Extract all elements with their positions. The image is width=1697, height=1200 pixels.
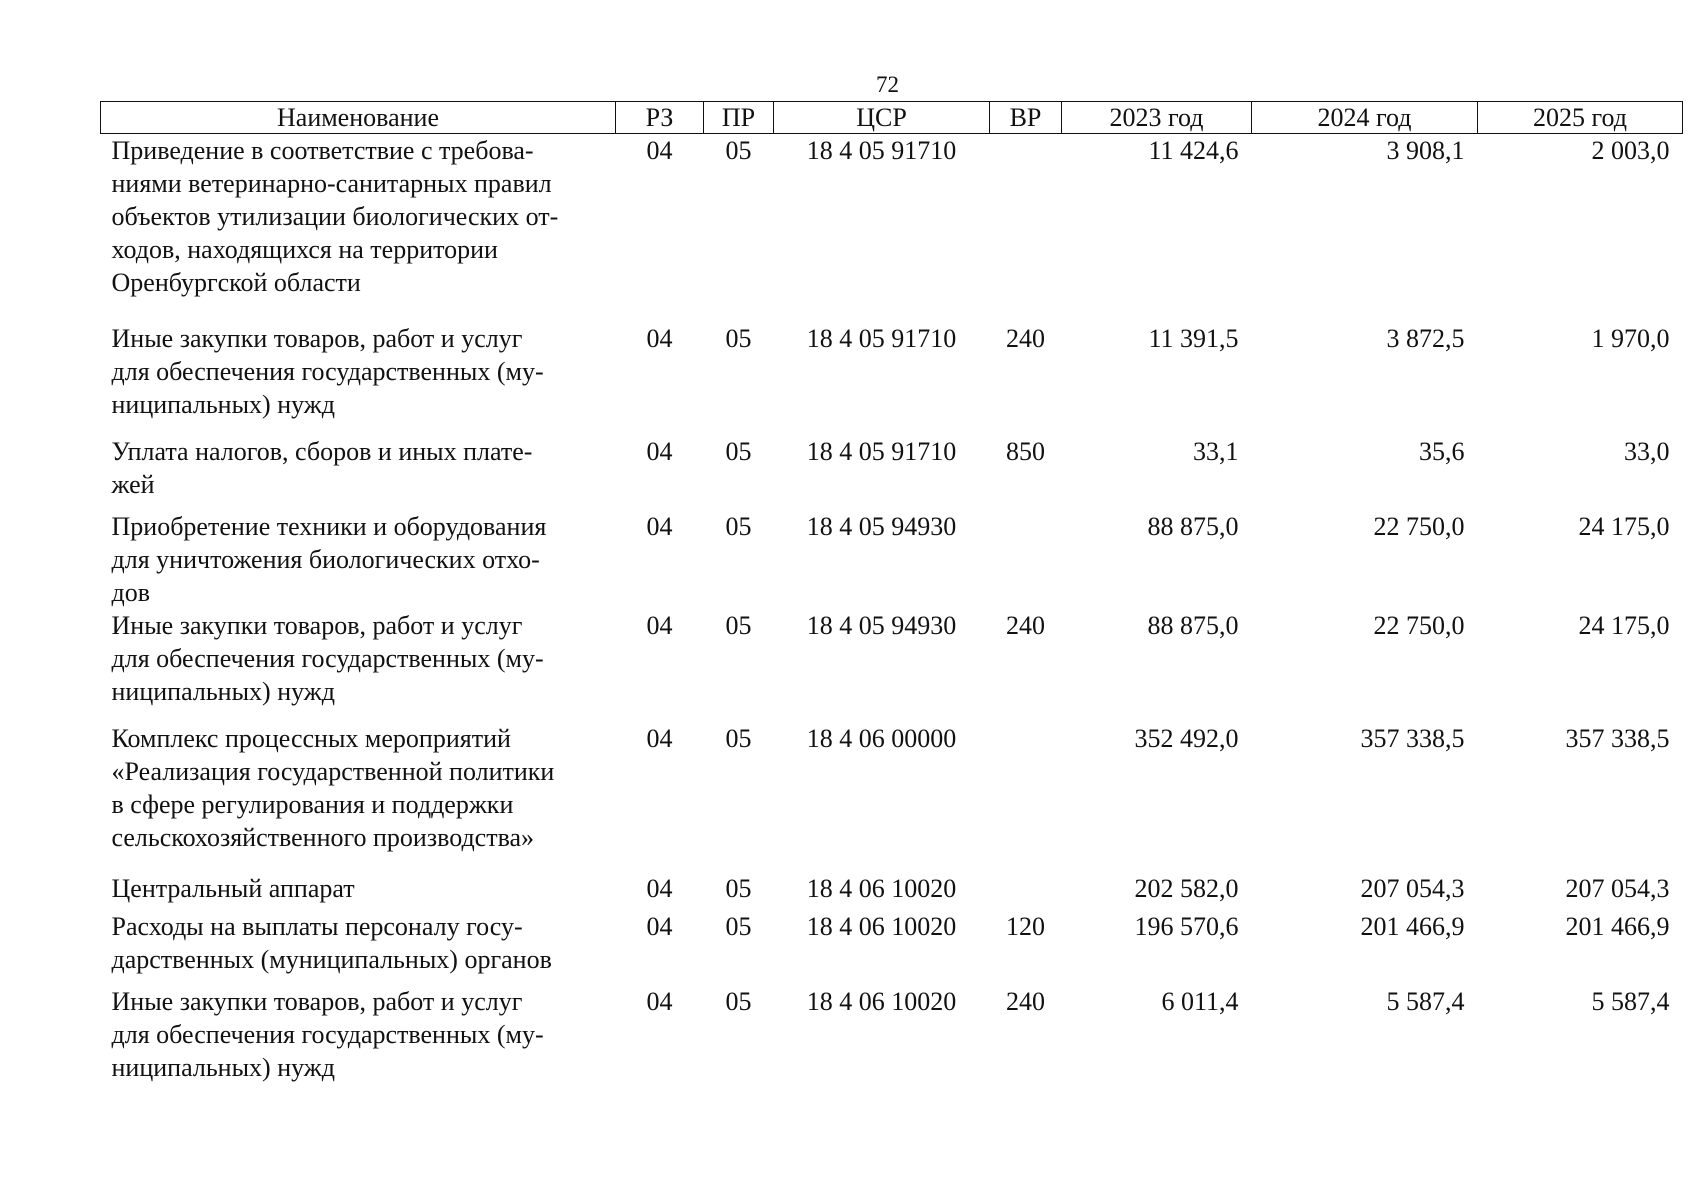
row-2025: 5 587,4 [1591, 987, 1670, 1016]
row-name: Приведение в соответствие с требова- ниями ветеринарно-санитарных правил объектов утилизации биологических от- ходов, находящихся на территории Оренбургской области [111, 136, 559, 297]
row-csr: 18 4 05 91710 [806, 324, 957, 353]
row-2025: 33,0 [1624, 437, 1670, 466]
row-2023: 11 424,6 [1148, 136, 1239, 165]
row-2023: 88 875,0 [1147, 512, 1239, 541]
row-name: Иные закупки товаров, работ и услуг для обеспечения государственных (му- ниципальных) нужд [111, 324, 544, 419]
row-2023: 196 570,6 [1134, 912, 1239, 941]
row-rz: 04 [646, 136, 673, 165]
row-vr [990, 510, 1062, 609]
row-2024: 3 908,1 [1386, 136, 1465, 165]
table-header [101, 102, 1683, 134]
table-body [101, 134, 1683, 1086]
row-vr: 850 [1006, 437, 1045, 466]
row-rz: 04 [646, 874, 673, 903]
header-2023: 2023 год [1062, 102, 1252, 134]
header-row [101, 102, 1683, 134]
row-vr [990, 722, 1062, 872]
row-vr [990, 134, 1062, 323]
row-rz: 04 [646, 724, 673, 753]
row-2024: 22 750,0 [1373, 512, 1465, 541]
row-2024: 22 750,0 [1373, 611, 1465, 640]
row-csr: 18 4 05 94930 [806, 512, 957, 541]
row-pr: 05 [725, 136, 752, 165]
row-name: Расходы на выплаты персоналу госу- дарственных (муниципальных) органов [111, 912, 552, 974]
row-csr: 18 4 05 94930 [806, 611, 957, 640]
row-rz: 04 [646, 512, 673, 541]
table-row [101, 510, 1683, 609]
page-number: 72 [876, 72, 899, 97]
row-2023: 6 011,4 [1161, 987, 1239, 1016]
row-2024: 35,6 [1419, 437, 1465, 466]
row-name: Иные закупки товаров, работ и услуг для обеспечения государственных (му- ниципальных) нужд [111, 611, 544, 706]
row-pr: 05 [725, 912, 752, 941]
budget-table [100, 101, 1683, 1085]
row-rz: 04 [646, 912, 673, 941]
row-pr: 05 [725, 987, 752, 1016]
row-name: Центральный аппарат [111, 874, 355, 903]
table-row [101, 722, 1683, 872]
row-csr: 18 4 06 10020 [806, 987, 957, 1016]
row-pr: 05 [725, 437, 752, 466]
row-2024: 3 872,5 [1386, 324, 1465, 353]
table-row [101, 985, 1683, 1085]
row-2023: 88 875,0 [1147, 611, 1239, 640]
row-pr: 05 [725, 611, 752, 640]
row-csr: 18 4 06 10020 [806, 874, 957, 903]
row-2023: 33,1 [1193, 437, 1239, 466]
row-vr [990, 872, 1062, 910]
row-csr: 18 4 06 00000 [806, 724, 957, 753]
row-rz: 04 [646, 437, 673, 466]
header-2024: 2024 год [1252, 102, 1478, 134]
row-name: Приобретение техники и оборудования для уничтожения биологических отхо- дов [111, 512, 547, 607]
header-csr: ЦСР [774, 102, 990, 134]
row-pr: 05 [725, 724, 752, 753]
row-2023: 352 492,0 [1134, 724, 1239, 753]
row-2024: 5 587,4 [1386, 987, 1465, 1016]
header-2025: 2025 год [1478, 102, 1683, 134]
row-vr: 240 [1006, 611, 1045, 640]
row-2025: 207 054,3 [1565, 874, 1670, 903]
row-name: Иные закупки товаров, работ и услуг для обеспечения государственных (му- ниципальных) нужд [111, 987, 544, 1082]
row-vr: 240 [1006, 324, 1045, 353]
row-2025: 24 175,0 [1578, 611, 1670, 640]
header-vr: ВР [990, 102, 1062, 134]
row-2024: 357 338,5 [1360, 724, 1465, 753]
row-name: Уплата налогов, сборов и иных плате- жей [111, 437, 533, 499]
row-2024: 201 466,9 [1360, 912, 1465, 941]
header-pr: ПР [704, 102, 774, 134]
table-row [101, 322, 1683, 435]
row-2023: 202 582,0 [1134, 874, 1239, 903]
row-2025: 357 338,5 [1565, 724, 1670, 753]
table-row [101, 609, 1683, 722]
row-2025: 24 175,0 [1578, 512, 1670, 541]
row-2024: 207 054,3 [1360, 874, 1465, 903]
row-name: Комплекс процессных мероприятий «Реализация государственной политики в сфере регулирования и поддержки сельскохозяйственного производства» [111, 724, 555, 852]
row-rz: 04 [646, 611, 673, 640]
row-csr: 18 4 05 91710 [806, 136, 957, 165]
row-csr: 18 4 06 10020 [806, 912, 957, 941]
row-vr: 240 [1006, 987, 1045, 1016]
table-row [101, 910, 1683, 985]
row-2023: 11 391,5 [1148, 324, 1239, 353]
row-pr: 05 [725, 512, 752, 541]
row-pr: 05 [725, 874, 752, 903]
row-2025: 201 466,9 [1565, 912, 1670, 941]
header-rz: РЗ [616, 102, 704, 134]
header-name: Наименование [101, 102, 616, 134]
row-csr: 18 4 05 91710 [806, 437, 957, 466]
table-row [101, 435, 1683, 510]
row-rz: 04 [646, 324, 673, 353]
row-2025: 1 970,0 [1591, 324, 1670, 353]
table-row [101, 872, 1683, 910]
row-pr: 05 [725, 324, 752, 353]
row-vr: 120 [1006, 912, 1045, 941]
table-row [101, 134, 1683, 323]
row-rz: 04 [646, 987, 673, 1016]
row-2025: 2 003,0 [1591, 136, 1670, 165]
